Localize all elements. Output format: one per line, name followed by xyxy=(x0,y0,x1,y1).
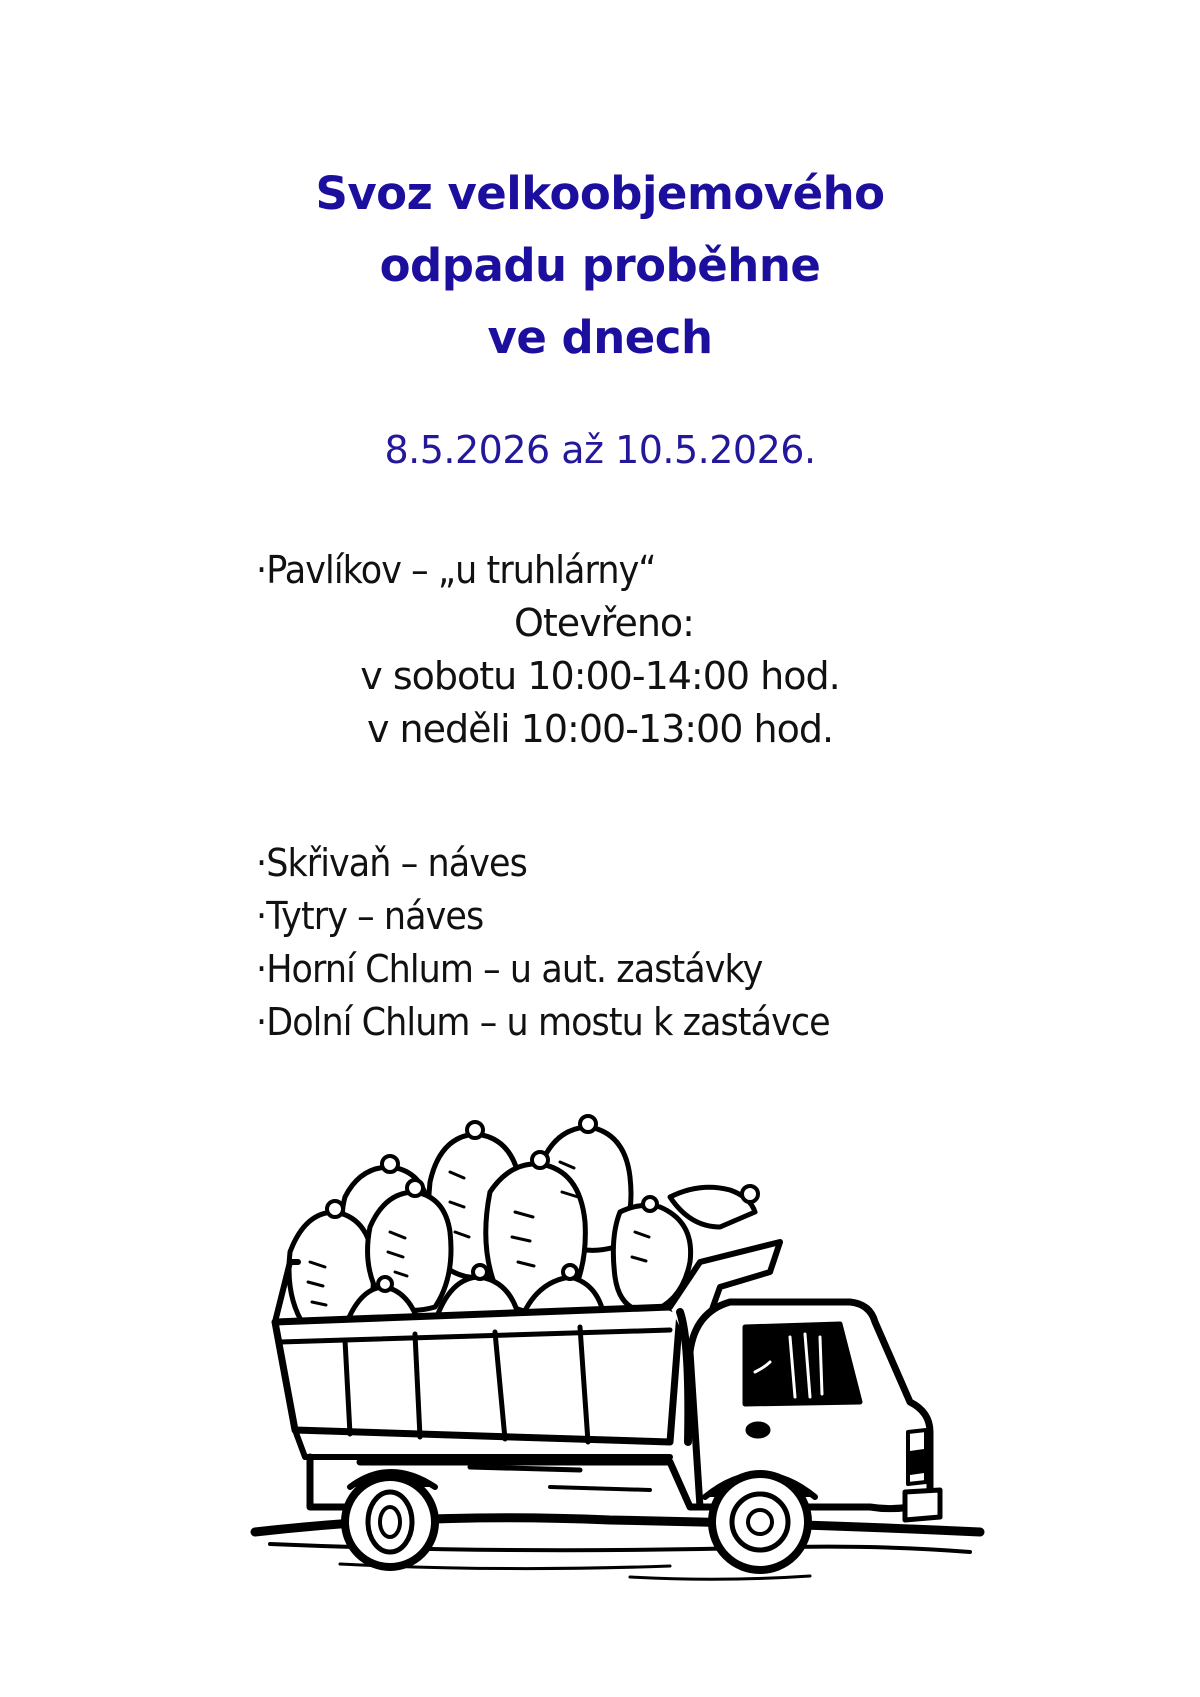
opening-hours-saturday: v sobotu 10:00-14:00 hod. xyxy=(360,654,840,698)
poster-title xyxy=(0,158,1200,374)
title-line-2: odpadu proběhne xyxy=(379,239,821,292)
location-dolni-chlum: ·Dolní Chlum – u mostu k zastávce xyxy=(256,1000,830,1044)
location-pavlikov: ·Pavlíkov – „u truhlárny“ xyxy=(256,548,656,592)
title-line-3: ve dnech xyxy=(487,311,713,364)
garbage-truck-with-bags-icon xyxy=(250,1112,985,1602)
location-skrivan: ·Skřivaň – náves xyxy=(256,841,527,885)
opening-heading: Otevřeno: xyxy=(514,601,694,645)
location-tytry: ·Tytry – náves xyxy=(256,894,484,938)
collection-dates: 8.5.2026 až 10.5.2026. xyxy=(384,428,816,472)
title-line-1: Svoz velkoobjemového xyxy=(315,167,885,220)
location-horni-chlum: ·Horní Chlum – u aut. zastávky xyxy=(256,947,763,991)
opening-hours-sunday: v neděli 10:00-13:00 hod. xyxy=(366,707,834,751)
